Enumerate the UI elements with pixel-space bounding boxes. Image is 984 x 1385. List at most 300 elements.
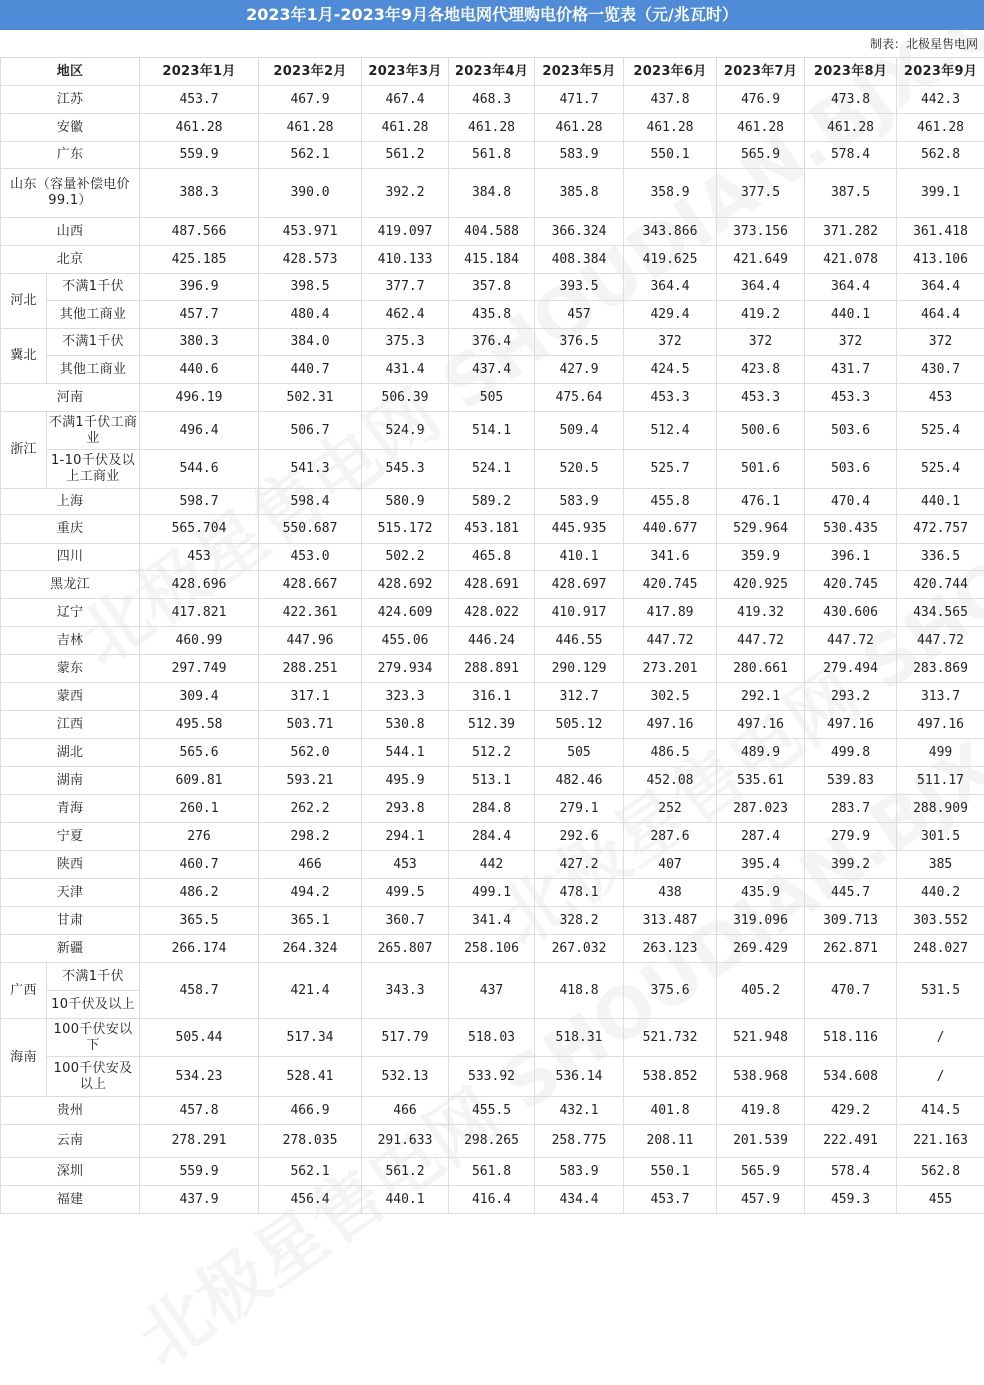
price-cell: 422.361 (259, 599, 362, 627)
price-cell: 565.9 (717, 1158, 805, 1186)
price-cell: 410.917 (535, 599, 624, 627)
price-cell: 453.971 (259, 218, 362, 246)
table-row (1, 114, 984, 142)
price-cell: 428.696 (140, 571, 259, 599)
price-cell: 495.58 (140, 711, 259, 739)
price-cell: 583.9 (535, 489, 624, 515)
price-cell: 538.968 (717, 1057, 805, 1097)
price-cell: 476.1 (717, 489, 805, 515)
region-label: 青海 (1, 795, 140, 823)
table-row (1, 86, 984, 114)
table-row (1, 356, 984, 384)
price-cell: 361.418 (897, 218, 984, 246)
region-label: 北京 (1, 246, 140, 274)
price-cell: 258.106 (449, 935, 535, 963)
price-cell: 417.89 (624, 599, 717, 627)
price-cell: 390.0 (259, 169, 362, 218)
price-cell: 478.1 (535, 879, 624, 907)
price-cell: 372 (624, 329, 717, 356)
price-cell: 276 (140, 823, 259, 851)
sub-category-label: 不满1千伏 (47, 329, 140, 356)
price-cell: 534.608 (805, 1057, 897, 1097)
price-cell: 467.4 (362, 86, 449, 114)
price-cell: 518.116 (805, 1019, 897, 1057)
price-cell: 418.8 (535, 963, 624, 1019)
price-cell: 529.964 (717, 515, 805, 544)
table-row (1, 627, 984, 655)
price-cell: 427.2 (535, 851, 624, 879)
price-cell: 440.6 (140, 356, 259, 384)
price-cell: 434.565 (897, 599, 984, 627)
price-cell: 512.4 (624, 412, 717, 450)
price-cell: 384.8 (449, 169, 535, 218)
price-cell: 428.697 (535, 571, 624, 599)
table-row (1, 683, 984, 711)
price-cell: 447.72 (897, 627, 984, 655)
table-row (1, 851, 984, 879)
price-cell: 453.0 (259, 544, 362, 571)
price-cell: 598.7 (140, 489, 259, 515)
price-cell: 487.566 (140, 218, 259, 246)
price-cell: 538.852 (624, 1057, 717, 1097)
table-row (1, 142, 984, 169)
price-cell: 524.1 (449, 450, 535, 489)
price-cell: 565.9 (717, 142, 805, 169)
price-cell: 431.7 (805, 356, 897, 384)
price-cell: 486.5 (624, 739, 717, 767)
price-cell: 499 (897, 739, 984, 767)
price-cell: 580.9 (362, 489, 449, 515)
price-cell: 388.3 (140, 169, 259, 218)
price-cell: 461.28 (140, 114, 259, 142)
price-cell: / (897, 1019, 984, 1057)
price-cell: 562.8 (897, 1158, 984, 1186)
price-cell: 269.429 (717, 935, 805, 963)
region-label: 蒙西 (1, 683, 140, 711)
column-header-month: 2023年4月 (449, 58, 535, 86)
sub-category-label: 不满1千伏 (47, 963, 140, 991)
price-cell: 528.41 (259, 1057, 362, 1097)
price-cell: 509.4 (535, 412, 624, 450)
price-cell: 476.9 (717, 86, 805, 114)
price-cell: 366.324 (535, 218, 624, 246)
price-cell: 287.4 (717, 823, 805, 851)
price-cell: 312.7 (535, 683, 624, 711)
price-cell: 541.3 (259, 450, 362, 489)
price-cell: 201.539 (717, 1125, 805, 1158)
price-cell: 208.11 (624, 1125, 717, 1158)
price-cell: 550.1 (624, 1158, 717, 1186)
price-cell: 440.2 (897, 879, 984, 907)
price-cell: 309.4 (140, 683, 259, 711)
price-cell: 419.625 (624, 246, 717, 274)
price-cell: 453.3 (717, 384, 805, 412)
price-cell: 503.6 (805, 412, 897, 450)
table-row (1, 169, 984, 218)
price-cell: 502.31 (259, 384, 362, 412)
table-row (1, 767, 984, 795)
price-cell: 503.6 (805, 450, 897, 489)
price-cell: 457.8 (140, 1097, 259, 1125)
region-label: 云南 (1, 1125, 140, 1158)
price-cell: 385.8 (535, 169, 624, 218)
price-cell: 437.4 (449, 356, 535, 384)
column-header-month: 2023年3月 (362, 58, 449, 86)
price-cell: 279.9 (805, 823, 897, 851)
price-cell: 405.2 (717, 963, 805, 1019)
table-row (1, 246, 984, 274)
price-cell: 280.661 (717, 655, 805, 683)
price-cell: 298.2 (259, 823, 362, 851)
price-cell: 458.7 (140, 963, 259, 1019)
price-cell: 562.0 (259, 739, 362, 767)
price-cell: 291.633 (362, 1125, 449, 1158)
price-cell: 420.925 (717, 571, 805, 599)
price-cell: 500.6 (717, 412, 805, 450)
price-cell: 465.8 (449, 544, 535, 571)
price-cell: 316.1 (449, 683, 535, 711)
price-cell: 453.3 (805, 384, 897, 412)
table-row (1, 1057, 984, 1097)
price-cell: 593.21 (259, 767, 362, 795)
price-cell: 442 (449, 851, 535, 879)
price-cell: 343.3 (362, 963, 449, 1019)
price-cell: 392.2 (362, 169, 449, 218)
price-cell: 461.28 (717, 114, 805, 142)
price-cell: 313.7 (897, 683, 984, 711)
price-cell: 284.4 (449, 823, 535, 851)
price-cell: 297.749 (140, 655, 259, 683)
price-cell: 365.5 (140, 907, 259, 935)
price-cell: 424.5 (624, 356, 717, 384)
price-cell: 372 (897, 329, 984, 356)
price-cell: 565.704 (140, 515, 259, 544)
price-cell: 447.96 (259, 627, 362, 655)
column-header-region: 地区 (1, 58, 140, 86)
table-row (1, 489, 984, 515)
price-cell: 455.8 (624, 489, 717, 515)
price-cell: 505.12 (535, 711, 624, 739)
price-cell: 221.163 (897, 1125, 984, 1158)
price-cell: 550.687 (259, 515, 362, 544)
table-row (1, 599, 984, 627)
price-cell: 455.5 (449, 1097, 535, 1125)
price-cell: 447.72 (805, 627, 897, 655)
price-cell: 317.1 (259, 683, 362, 711)
table-row (1, 384, 984, 412)
price-cell: 410.133 (362, 246, 449, 274)
table-row (1, 1186, 984, 1214)
price-cell: 503.71 (259, 711, 362, 739)
price-cell: 301.5 (897, 823, 984, 851)
price-cell: 427.9 (535, 356, 624, 384)
price-cell: 506.7 (259, 412, 362, 450)
price-cell: 377.5 (717, 169, 805, 218)
price-cell: 466.9 (259, 1097, 362, 1125)
price-cell: 545.3 (362, 450, 449, 489)
price-cell: 531.5 (897, 963, 984, 1019)
price-cell: 518.03 (449, 1019, 535, 1057)
price-cell: 459.3 (805, 1186, 897, 1214)
price-cell: 489.9 (717, 739, 805, 767)
price-cell: 505 (449, 384, 535, 412)
price-cell: 461.28 (535, 114, 624, 142)
price-cell: 521.732 (624, 1019, 717, 1057)
price-cell: 471.7 (535, 86, 624, 114)
price-cell: 283.869 (897, 655, 984, 683)
price-cell: 561.8 (449, 1158, 535, 1186)
price-cell: 561.8 (449, 142, 535, 169)
price-cell: 457.7 (140, 301, 259, 329)
region-label: 新疆 (1, 935, 140, 963)
price-cell: 517.79 (362, 1019, 449, 1057)
column-header-month: 2023年2月 (259, 58, 362, 86)
price-cell: 292.1 (717, 683, 805, 711)
price-cell: 461.28 (449, 114, 535, 142)
price-cell: 265.807 (362, 935, 449, 963)
price-cell: 446.24 (449, 627, 535, 655)
table-credit: 制表：北极星售电网 (870, 30, 978, 57)
price-cell: 466 (259, 851, 362, 879)
price-cell: 262.871 (805, 935, 897, 963)
price-cell: 446.55 (535, 627, 624, 655)
price-cell: 372 (717, 329, 805, 356)
price-cell: 511.17 (897, 767, 984, 795)
price-cell: 428.691 (449, 571, 535, 599)
price-cell: 517.34 (259, 1019, 362, 1057)
price-cell: 278.035 (259, 1125, 362, 1158)
price-cell: 373.156 (717, 218, 805, 246)
price-cell: 360.7 (362, 907, 449, 935)
price-cell: 421.649 (717, 246, 805, 274)
price-cell: 279.1 (535, 795, 624, 823)
region-label: 蒙东 (1, 655, 140, 683)
table-row (1, 711, 984, 739)
price-cell: 562.1 (259, 1158, 362, 1186)
price-cell: 520.5 (535, 450, 624, 489)
price-cell: 393.5 (535, 274, 624, 301)
price-cell: 536.14 (535, 1057, 624, 1097)
price-cell: 260.1 (140, 795, 259, 823)
price-cell: 486.2 (140, 879, 259, 907)
price-cell: 512.39 (449, 711, 535, 739)
price-cell: 421.078 (805, 246, 897, 274)
price-cell: 514.1 (449, 412, 535, 450)
price-cell: 252 (624, 795, 717, 823)
price-cell: 440.1 (805, 301, 897, 329)
region-label: 黑龙江 (1, 571, 140, 599)
price-cell: 288.251 (259, 655, 362, 683)
column-header-month: 2023年7月 (717, 58, 805, 86)
table-row (1, 450, 984, 489)
region-label: 重庆 (1, 515, 140, 544)
price-cell: 506.39 (362, 384, 449, 412)
region-label: 陕西 (1, 851, 140, 879)
price-cell: 544.6 (140, 450, 259, 489)
table-title: 2023年1月-2023年9月各地电网代理购电价格一览表（元/兆瓦时） (0, 0, 984, 30)
price-cell: 497.16 (805, 711, 897, 739)
price-cell: 505 (535, 739, 624, 767)
price-cell: 258.775 (535, 1125, 624, 1158)
price-cell: 279.494 (805, 655, 897, 683)
price-cell: 266.174 (140, 935, 259, 963)
price-cell: 533.92 (449, 1057, 535, 1097)
price-cell: 293.8 (362, 795, 449, 823)
price-cell: 364.4 (897, 274, 984, 301)
price-cell: 408.384 (535, 246, 624, 274)
price-cell: 421.4 (259, 963, 362, 1019)
price-cell: 462.4 (362, 301, 449, 329)
column-header-month: 2023年9月 (897, 58, 984, 86)
region-label: 山西 (1, 218, 140, 246)
region-label: 四川 (1, 544, 140, 571)
price-cell: 494.2 (259, 879, 362, 907)
price-cell: 578.4 (805, 142, 897, 169)
price-cell: 380.3 (140, 329, 259, 356)
price-cell: 497.16 (897, 711, 984, 739)
price-cell: 470.7 (805, 963, 897, 1019)
price-cell: 371.282 (805, 218, 897, 246)
price-cell: 518.31 (535, 1019, 624, 1057)
price-cell: 453.181 (449, 515, 535, 544)
table-row (1, 544, 984, 571)
table-row (1, 795, 984, 823)
price-cell: 468.3 (449, 86, 535, 114)
price-cell: 453 (140, 544, 259, 571)
price-cell: 435.9 (717, 879, 805, 907)
price-cell: 512.2 (449, 739, 535, 767)
region-group-label: 河北 (1, 274, 47, 329)
region-label: 甘肃 (1, 907, 140, 935)
region-label: 江西 (1, 711, 140, 739)
price-cell: 328.2 (535, 907, 624, 935)
price-cell: 495.9 (362, 767, 449, 795)
region-label: 宁夏 (1, 823, 140, 851)
price-cell: 288.891 (449, 655, 535, 683)
price-cell: 341.4 (449, 907, 535, 935)
price-cell: 559.9 (140, 142, 259, 169)
price-cell: 357.8 (449, 274, 535, 301)
price-cell: 598.4 (259, 489, 362, 515)
region-label: 安徽 (1, 114, 140, 142)
price-cell: 453.3 (624, 384, 717, 412)
price-cell: 499.1 (449, 879, 535, 907)
price-cell: 419.097 (362, 218, 449, 246)
region-label: 湖南 (1, 767, 140, 795)
price-cell: 524.9 (362, 412, 449, 450)
region-label: 贵州 (1, 1097, 140, 1125)
price-cell: 515.172 (362, 515, 449, 544)
price-cell: / (897, 1057, 984, 1097)
price-cell: 460.7 (140, 851, 259, 879)
price-cell: 430.7 (897, 356, 984, 384)
price-cell: 292.6 (535, 823, 624, 851)
price-cell: 505.44 (140, 1019, 259, 1057)
table-row (1, 218, 984, 246)
price-cell: 447.72 (624, 627, 717, 655)
price-cell: 429.4 (624, 301, 717, 329)
region-label: 湖北 (1, 739, 140, 767)
price-cell: 376.5 (535, 329, 624, 356)
sub-category-label: 不满1千伏 (47, 274, 140, 301)
price-cell: 263.123 (624, 935, 717, 963)
price-cell: 513.1 (449, 767, 535, 795)
price-cell: 521.948 (717, 1019, 805, 1057)
price-cell: 283.7 (805, 795, 897, 823)
price-cell: 532.13 (362, 1057, 449, 1097)
price-cell: 343.866 (624, 218, 717, 246)
region-label: 河南 (1, 384, 140, 412)
price-cell: 440.7 (259, 356, 362, 384)
price-cell: 565.6 (140, 739, 259, 767)
price-cell: 430.606 (805, 599, 897, 627)
price-cell: 467.9 (259, 86, 362, 114)
table-row (1, 1097, 984, 1125)
price-cell: 425.185 (140, 246, 259, 274)
price-cell: 364.4 (717, 274, 805, 301)
price-cell: 496.19 (140, 384, 259, 412)
price-cell: 534.23 (140, 1057, 259, 1097)
price-cell: 420.745 (624, 571, 717, 599)
price-cell: 387.5 (805, 169, 897, 218)
price-cell: 437.8 (624, 86, 717, 114)
price-cell: 398.5 (259, 274, 362, 301)
price-cell: 501.6 (717, 450, 805, 489)
price-cell: 302.5 (624, 683, 717, 711)
region-group-label: 海南 (1, 1019, 47, 1097)
price-cell: 470.4 (805, 489, 897, 515)
price-cell: 562.1 (259, 142, 362, 169)
price-cell: 287.6 (624, 823, 717, 851)
price-cell: 445.7 (805, 879, 897, 907)
table-row (1, 879, 984, 907)
price-cell: 559.9 (140, 1158, 259, 1186)
region-label: 广东 (1, 142, 140, 169)
price-cell: 429.2 (805, 1097, 897, 1125)
price-cell: 497.16 (624, 711, 717, 739)
price-cell: 428.573 (259, 246, 362, 274)
region-label: 江苏 (1, 86, 140, 114)
price-cell: 375.6 (624, 963, 717, 1019)
table-row (1, 515, 984, 544)
table-row (1, 412, 984, 450)
price-cell: 423.8 (717, 356, 805, 384)
price-cell: 395.4 (717, 851, 805, 879)
price-cell: 455.06 (362, 627, 449, 655)
price-cell: 428.667 (259, 571, 362, 599)
price-cell: 293.2 (805, 683, 897, 711)
price-cell: 419.2 (717, 301, 805, 329)
price-cell: 445.935 (535, 515, 624, 544)
price-cell: 432.1 (535, 1097, 624, 1125)
price-cell: 530.8 (362, 711, 449, 739)
table-row (1, 301, 984, 329)
region-label: 天津 (1, 879, 140, 907)
price-cell: 364.4 (624, 274, 717, 301)
price-cell: 457.9 (717, 1186, 805, 1214)
price-cell: 561.2 (362, 142, 449, 169)
price-cell: 609.81 (140, 767, 259, 795)
sub-category-label: 10千伏及以上 (47, 991, 140, 1019)
price-cell: 473.8 (805, 86, 897, 114)
region-label: 辽宁 (1, 599, 140, 627)
price-cell: 461.28 (805, 114, 897, 142)
price-cell: 578.4 (805, 1158, 897, 1186)
region-label: 山东（容量补偿电价99.1） (1, 169, 140, 218)
price-cell: 341.6 (624, 544, 717, 571)
price-cell: 525.4 (897, 412, 984, 450)
price-cell: 460.99 (140, 627, 259, 655)
